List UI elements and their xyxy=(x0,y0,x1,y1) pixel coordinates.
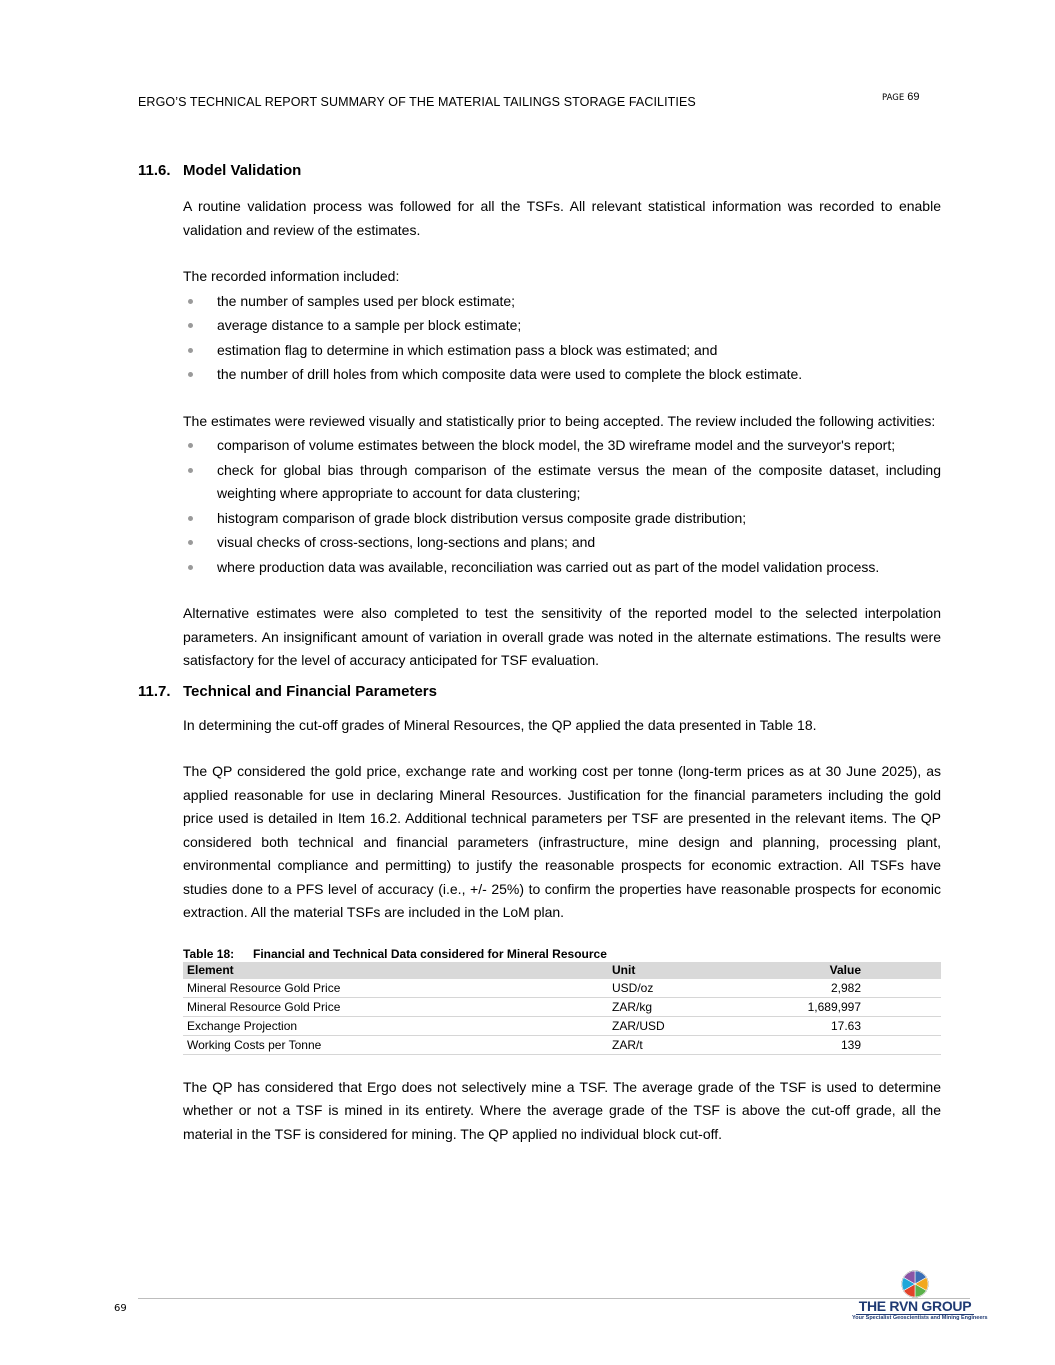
list-item: estimation flag to determine in which estimation pass a block was estimated; and xyxy=(183,339,941,363)
table-cell: 139 xyxy=(716,1035,941,1054)
rvn-group-logo xyxy=(852,1270,988,1325)
table-cell: Mineral Resource Gold Price xyxy=(183,997,608,1016)
table-cell: Working Costs per Tonne xyxy=(183,1035,608,1054)
column-header: Unit xyxy=(608,962,716,979)
section-number: 11.7. xyxy=(138,682,171,700)
bullet-list-recorded-info xyxy=(183,290,941,387)
table-cell: 1,689,997 xyxy=(716,997,941,1016)
document-body xyxy=(138,160,941,1146)
table-row xyxy=(183,979,941,998)
table-cell: Exchange Projection xyxy=(183,1016,608,1035)
list-item: visual checks of cross-sections, long-sections and plans; and xyxy=(183,531,941,555)
section-heading-11-7 xyxy=(138,681,941,703)
table-row xyxy=(183,1016,941,1035)
footer-page-number: 69 xyxy=(114,1303,127,1314)
table-cell: Mineral Resource Gold Price xyxy=(183,979,608,998)
financial-data-table xyxy=(183,962,941,1055)
column-header: Element xyxy=(183,962,608,979)
table-caption-text: Financial and Technical Data considered for Mineral Resource xyxy=(253,946,607,961)
paragraph: The recorded information included: xyxy=(183,268,400,284)
list-item: check for global bias through comparison of the estimate versus the mean of the composite dataset, including weighting where appropriate to account for data clustering; xyxy=(183,459,941,506)
paragraph: Alternative estimates were also completed to test the sensitivity of the reported model to the selected interpolation parameters. An insignificant amount of variation in overall grade was noted in the alternate estimations. The results were satisfactory for the level of accuracy anticipated for TSF evaluation. xyxy=(183,605,941,668)
section-title: Technical and Financial Parameters xyxy=(183,682,437,700)
column-header: Value xyxy=(716,962,941,979)
list-item: the number of drill holes from which composite data were used to complete the block estimate. xyxy=(183,363,941,387)
list-item: comparison of volume estimates between the block model, the 3D wireframe model and the surveyor's report; xyxy=(183,434,941,458)
table-header-row xyxy=(183,962,941,979)
table-cell: ZAR/USD xyxy=(608,1016,716,1035)
section-number: 11.6. xyxy=(138,162,171,179)
table-row xyxy=(183,1035,941,1054)
logo-wordmark: THE RVN GROUP xyxy=(856,1298,974,1315)
report-header-title: ERGO’S TECHNICAL REPORT SUMMARY OF THE MATERIAL TAILINGS STORAGE FACILITIES xyxy=(138,95,696,109)
header-page-label xyxy=(882,91,920,103)
table-row xyxy=(183,997,941,1016)
table-cell: ZAR/t xyxy=(608,1035,716,1054)
paragraph: The QP considered the gold price, exchange rate and working cost per tonne (long-term prices as at 30 June 2025), as applied reasonable for use in declaring Mineral Resources. Justification for the financial parameters including the gold price used is detailed in Item 16.2. Additional technical parameters per TSF are presented in the relevant items. The QP considered both technical and financial parameters (infrastructure, mine design and planning, processing plant, environmental compliance and permitting) to justify the reasonable prospects for economic extraction. All TSFs have studies done to a PFS level of accuracy (i.e., +/- 25%) to confirm the properties have reasonable prospects for economic extraction. All the material TSFs are included in the LoM plan. xyxy=(183,763,941,920)
table-cell: 2,982 xyxy=(716,979,941,998)
table-caption-label: Table 18: xyxy=(183,946,235,961)
logo-tagline: Your Specialist Geoscientists and Mining Engineers xyxy=(852,1315,988,1321)
table-cell: 17.63 xyxy=(716,1016,941,1035)
list-item: the number of samples used per block estimate; xyxy=(183,290,941,314)
bullet-list-review-activities xyxy=(183,434,941,579)
section-heading-11-6 xyxy=(138,160,941,182)
list-item: where production data was available, reconciliation was carried out as part of the model validation process. xyxy=(183,556,941,580)
paragraph: The estimates were reviewed visually and statistically prior to being accepted. The review included the following activities: xyxy=(183,412,936,429)
list-item: histogram comparison of grade block distribution versus composite grade distribution; xyxy=(183,507,941,531)
table-caption xyxy=(183,947,941,961)
header-page-number: 69 xyxy=(907,91,920,103)
table-cell: ZAR/kg xyxy=(608,997,716,1016)
rvn-logo-icon xyxy=(901,1270,929,1298)
page-word: PAGE xyxy=(882,93,905,103)
table-cell: USD/oz xyxy=(608,979,716,998)
paragraph: The QP has considered that Ergo does not selectively mine a TSF. The average grade of the TSF is used to determine whether or not a TSF is mined in its entirety. Where the average grade of the TSF is above the cut-off grade, all the material in the TSF is considered for mining. The QP applied no individual block cut-off. xyxy=(183,1078,941,1142)
paragraph: In determining the cut-off grades of Mineral Resources, the QP applied the data presented in Table 18. xyxy=(183,716,817,733)
footer-divider xyxy=(138,1298,970,1299)
list-item: average distance to a sample per block estimate; xyxy=(183,314,941,338)
paragraph: A routine validation process was followed for all the TSFs. All relevant statistical information was recorded to enable validation and review of the estimates. xyxy=(183,198,941,238)
section-title: Model Validation xyxy=(183,162,302,179)
